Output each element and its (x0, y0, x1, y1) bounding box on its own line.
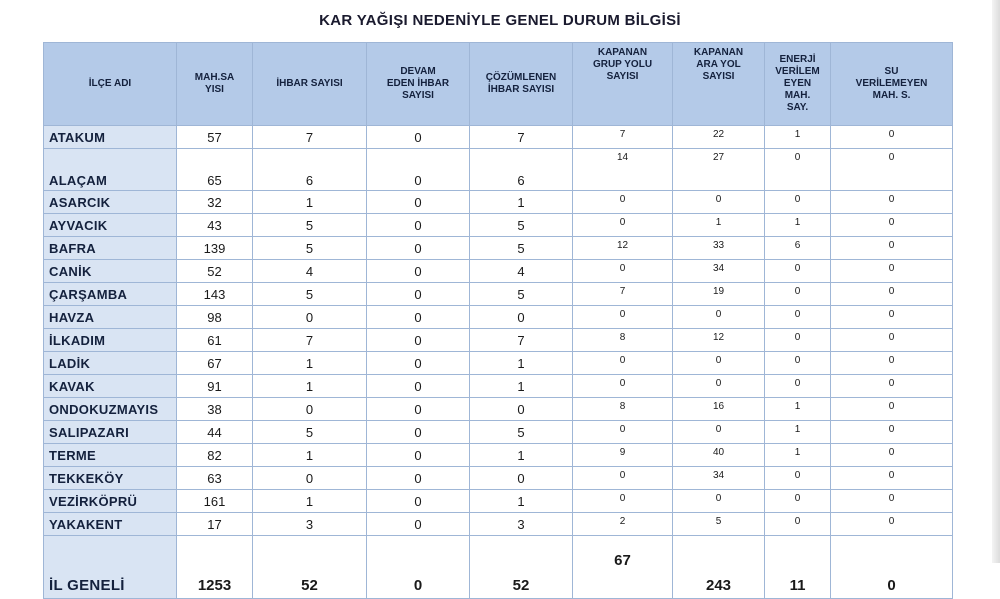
cell-closed-group-roads: 8 (573, 398, 673, 421)
cell-neighborhood-count: 57 (177, 126, 253, 149)
cell-no-power-neighborhoods: 1 (765, 444, 831, 467)
header-closed-side-roads: KAPANAN ARA YOL SAYISI (673, 43, 765, 126)
cell-report-count: 7 (253, 126, 367, 149)
table-row (44, 126, 953, 149)
cell-district-name: ASARCIK (44, 191, 177, 214)
cell-closed-side-roads: 0 (673, 375, 765, 398)
cell-closed-side-roads: 19 (673, 283, 765, 306)
total-closed-group-roads: 67 (573, 536, 673, 599)
cell-no-power-neighborhoods: 6 (765, 237, 831, 260)
cell-no-water-neighborhoods: 0 (831, 149, 953, 191)
cell-closed-group-roads: 0 (573, 191, 673, 214)
cell-no-water-neighborhoods: 0 (831, 398, 953, 421)
cell-district-name: AYVACIK (44, 214, 177, 237)
cell-closed-side-roads: 0 (673, 421, 765, 444)
cell-ongoing-reports: 0 (367, 283, 470, 306)
cell-closed-group-roads: 0 (573, 467, 673, 490)
cell-ongoing-reports: 0 (367, 126, 470, 149)
cell-neighborhood-count: 65 (177, 149, 253, 191)
cell-resolved-reports: 1 (470, 352, 573, 375)
total-label: İL GENELİ (44, 536, 177, 599)
cell-neighborhood-count: 143 (177, 283, 253, 306)
cell-ongoing-reports: 0 (367, 260, 470, 283)
cell-report-count: 7 (253, 329, 367, 352)
cell-closed-side-roads: 1 (673, 214, 765, 237)
cell-district-name: BAFRA (44, 237, 177, 260)
cell-resolved-reports: 5 (470, 237, 573, 260)
header-neighborhood-count: MAH.SA YISI (177, 43, 253, 126)
cell-no-power-neighborhoods: 0 (765, 306, 831, 329)
cell-no-power-neighborhoods: 1 (765, 398, 831, 421)
table-row (44, 214, 953, 237)
cell-neighborhood-count: 32 (177, 191, 253, 214)
cell-no-power-neighborhoods: 0 (765, 467, 831, 490)
cell-no-power-neighborhoods: 0 (765, 352, 831, 375)
cell-no-power-neighborhoods: 0 (765, 329, 831, 352)
cell-closed-side-roads: 0 (673, 490, 765, 513)
cell-closed-side-roads: 27 (673, 149, 765, 191)
cell-closed-side-roads: 22 (673, 126, 765, 149)
cell-no-water-neighborhoods: 0 (831, 237, 953, 260)
cell-closed-side-roads: 0 (673, 352, 765, 375)
cell-neighborhood-count: 44 (177, 421, 253, 444)
cell-ongoing-reports: 0 (367, 306, 470, 329)
header-ongoing-reports: DEVAM EDEN İHBAR SAYISI (367, 43, 470, 126)
cell-resolved-reports: 5 (470, 283, 573, 306)
cell-ongoing-reports: 0 (367, 214, 470, 237)
cell-district-name: LADİK (44, 352, 177, 375)
table-body (44, 126, 953, 536)
cell-ongoing-reports: 0 (367, 237, 470, 260)
cell-neighborhood-count: 38 (177, 398, 253, 421)
cell-resolved-reports: 6 (470, 149, 573, 191)
cell-district-name: TEKKEKÖY (44, 467, 177, 490)
cell-closed-side-roads: 16 (673, 398, 765, 421)
cell-no-water-neighborhoods: 0 (831, 306, 953, 329)
cell-ongoing-reports: 0 (367, 467, 470, 490)
cell-closed-group-roads: 7 (573, 283, 673, 306)
cell-neighborhood-count: 98 (177, 306, 253, 329)
cell-no-power-neighborhoods: 0 (765, 149, 831, 191)
cell-resolved-reports: 3 (470, 513, 573, 536)
cell-neighborhood-count: 17 (177, 513, 253, 536)
header-district-name: İLÇE ADI (44, 43, 177, 126)
cell-no-power-neighborhoods: 0 (765, 191, 831, 214)
header-no-power-neighborhoods: ENERJİ VERİLEM EYEN MAH. SAY. (765, 43, 831, 126)
report-title: KAR YAĞIŞI NEDENİYLE GENEL DURUM BİLGİSİ (319, 12, 681, 29)
cell-neighborhood-count: 63 (177, 467, 253, 490)
cell-resolved-reports: 5 (470, 214, 573, 237)
cell-closed-group-roads: 14 (573, 149, 673, 191)
cell-neighborhood-count: 61 (177, 329, 253, 352)
table-row (44, 191, 953, 214)
cell-neighborhood-count: 82 (177, 444, 253, 467)
cell-no-water-neighborhoods: 0 (831, 513, 953, 536)
cell-neighborhood-count: 43 (177, 214, 253, 237)
status-table (43, 42, 953, 599)
cell-district-name: HAVZA (44, 306, 177, 329)
cell-report-count: 5 (253, 283, 367, 306)
cell-closed-group-roads: 0 (573, 352, 673, 375)
header-report-count: İHBAR SAYISI (253, 43, 367, 126)
cell-closed-side-roads: 33 (673, 237, 765, 260)
table-row (44, 398, 953, 421)
cell-closed-group-roads: 12 (573, 237, 673, 260)
cell-report-count: 1 (253, 490, 367, 513)
cell-closed-side-roads: 0 (673, 191, 765, 214)
cell-neighborhood-count: 52 (177, 260, 253, 283)
cell-no-water-neighborhoods: 0 (831, 214, 953, 237)
cell-no-water-neighborhoods: 0 (831, 421, 953, 444)
cell-neighborhood-count: 91 (177, 375, 253, 398)
cell-no-water-neighborhoods: 0 (831, 283, 953, 306)
cell-district-name: ONDOKUZMAYIS (44, 398, 177, 421)
cell-ongoing-reports: 0 (367, 490, 470, 513)
total-report-count: 52 (253, 536, 367, 599)
table-row (44, 260, 953, 283)
cell-ongoing-reports: 0 (367, 375, 470, 398)
cell-resolved-reports: 5 (470, 421, 573, 444)
cell-district-name: TERME (44, 444, 177, 467)
cell-closed-side-roads: 5 (673, 513, 765, 536)
cell-report-count: 1 (253, 352, 367, 375)
cell-resolved-reports: 1 (470, 191, 573, 214)
cell-no-power-neighborhoods: 1 (765, 214, 831, 237)
cell-district-name: CANİK (44, 260, 177, 283)
cell-district-name: ÇARŞAMBA (44, 283, 177, 306)
cell-closed-group-roads: 0 (573, 306, 673, 329)
cell-resolved-reports: 4 (470, 260, 573, 283)
cell-report-count: 3 (253, 513, 367, 536)
total-ongoing-reports: 0 (367, 536, 470, 599)
cell-neighborhood-count: 139 (177, 237, 253, 260)
cell-no-power-neighborhoods: 0 (765, 375, 831, 398)
cell-no-water-neighborhoods: 0 (831, 126, 953, 149)
cell-closed-group-roads: 0 (573, 375, 673, 398)
cell-report-count: 4 (253, 260, 367, 283)
cell-no-power-neighborhoods: 1 (765, 126, 831, 149)
cell-no-water-neighborhoods: 0 (831, 490, 953, 513)
cell-report-count: 0 (253, 398, 367, 421)
cell-closed-side-roads: 34 (673, 467, 765, 490)
header-closed-group-roads: KAPANAN GRUP YOLU SAYISI (573, 43, 673, 126)
cell-no-water-neighborhoods: 0 (831, 191, 953, 214)
total-closed-side-roads: 243 (673, 536, 765, 599)
cell-no-water-neighborhoods: 0 (831, 260, 953, 283)
cell-no-power-neighborhoods: 0 (765, 260, 831, 283)
cell-report-count: 1 (253, 191, 367, 214)
cell-report-count: 0 (253, 306, 367, 329)
cell-ongoing-reports: 0 (367, 421, 470, 444)
cell-district-name: ALAÇAM (44, 149, 177, 191)
cell-district-name: İLKADIM (44, 329, 177, 352)
total-row (44, 536, 953, 599)
cell-report-count: 1 (253, 444, 367, 467)
cell-closed-group-roads: 8 (573, 329, 673, 352)
table-row (44, 329, 953, 352)
cell-resolved-reports: 1 (470, 375, 573, 398)
table-row (44, 352, 953, 375)
cell-no-power-neighborhoods: 0 (765, 283, 831, 306)
cell-no-power-neighborhoods: 0 (765, 513, 831, 536)
table-row (44, 375, 953, 398)
cell-closed-side-roads: 40 (673, 444, 765, 467)
cell-district-name: SALIPAZARI (44, 421, 177, 444)
table-row (44, 513, 953, 536)
cell-resolved-reports: 7 (470, 329, 573, 352)
cell-closed-side-roads: 0 (673, 306, 765, 329)
table-row (44, 149, 953, 191)
table-row (44, 283, 953, 306)
cell-neighborhood-count: 161 (177, 490, 253, 513)
cell-report-count: 5 (253, 421, 367, 444)
cell-no-water-neighborhoods: 0 (831, 467, 953, 490)
cell-no-power-neighborhoods: 1 (765, 421, 831, 444)
cell-district-name: YAKAKENT (44, 513, 177, 536)
cell-no-power-neighborhoods: 0 (765, 490, 831, 513)
total-resolved-reports: 52 (470, 536, 573, 599)
cell-closed-side-roads: 34 (673, 260, 765, 283)
total-no-power-neighborhoods: 11 (765, 536, 831, 599)
table-row (44, 490, 953, 513)
cell-closed-group-roads: 9 (573, 444, 673, 467)
cell-district-name: VEZİRKÖPRÜ (44, 490, 177, 513)
cell-closed-group-roads: 0 (573, 421, 673, 444)
cell-report-count: 5 (253, 214, 367, 237)
header-no-water-neighborhoods: SU VERİLEMEYEN MAH. S. (831, 43, 953, 126)
cell-no-water-neighborhoods: 0 (831, 444, 953, 467)
cell-ongoing-reports: 0 (367, 352, 470, 375)
table-row (44, 306, 953, 329)
cell-resolved-reports: 7 (470, 126, 573, 149)
cell-no-water-neighborhoods: 0 (831, 329, 953, 352)
total-no-water-neighborhoods: 0 (831, 536, 953, 599)
cell-closed-group-roads: 7 (573, 126, 673, 149)
table-row (44, 421, 953, 444)
cell-resolved-reports: 0 (470, 306, 573, 329)
cell-report-count: 6 (253, 149, 367, 191)
cell-closed-side-roads: 12 (673, 329, 765, 352)
cell-report-count: 1 (253, 375, 367, 398)
table-row (44, 467, 953, 490)
cell-resolved-reports: 1 (470, 490, 573, 513)
cell-report-count: 5 (253, 237, 367, 260)
page-edge-shadow (992, 0, 1000, 563)
cell-neighborhood-count: 67 (177, 352, 253, 375)
cell-ongoing-reports: 0 (367, 398, 470, 421)
cell-district-name: KAVAK (44, 375, 177, 398)
cell-ongoing-reports: 0 (367, 149, 470, 191)
cell-resolved-reports: 0 (470, 398, 573, 421)
cell-closed-group-roads: 0 (573, 490, 673, 513)
cell-closed-group-roads: 2 (573, 513, 673, 536)
cell-ongoing-reports: 0 (367, 329, 470, 352)
table-row (44, 237, 953, 260)
table-row (44, 444, 953, 467)
cell-resolved-reports: 1 (470, 444, 573, 467)
header-row (44, 43, 953, 126)
cell-ongoing-reports: 0 (367, 513, 470, 536)
cell-district-name: ATAKUM (44, 126, 177, 149)
cell-ongoing-reports: 0 (367, 191, 470, 214)
cell-resolved-reports: 0 (470, 467, 573, 490)
cell-report-count: 0 (253, 467, 367, 490)
total-neighborhood-count: 1253 (177, 536, 253, 599)
cell-closed-group-roads: 0 (573, 260, 673, 283)
header-resolved-reports: ÇÖZÜMLENEN İHBAR SAYISI (470, 43, 573, 126)
cell-no-water-neighborhoods: 0 (831, 352, 953, 375)
cell-closed-group-roads: 0 (573, 214, 673, 237)
cell-no-water-neighborhoods: 0 (831, 375, 953, 398)
cell-ongoing-reports: 0 (367, 444, 470, 467)
